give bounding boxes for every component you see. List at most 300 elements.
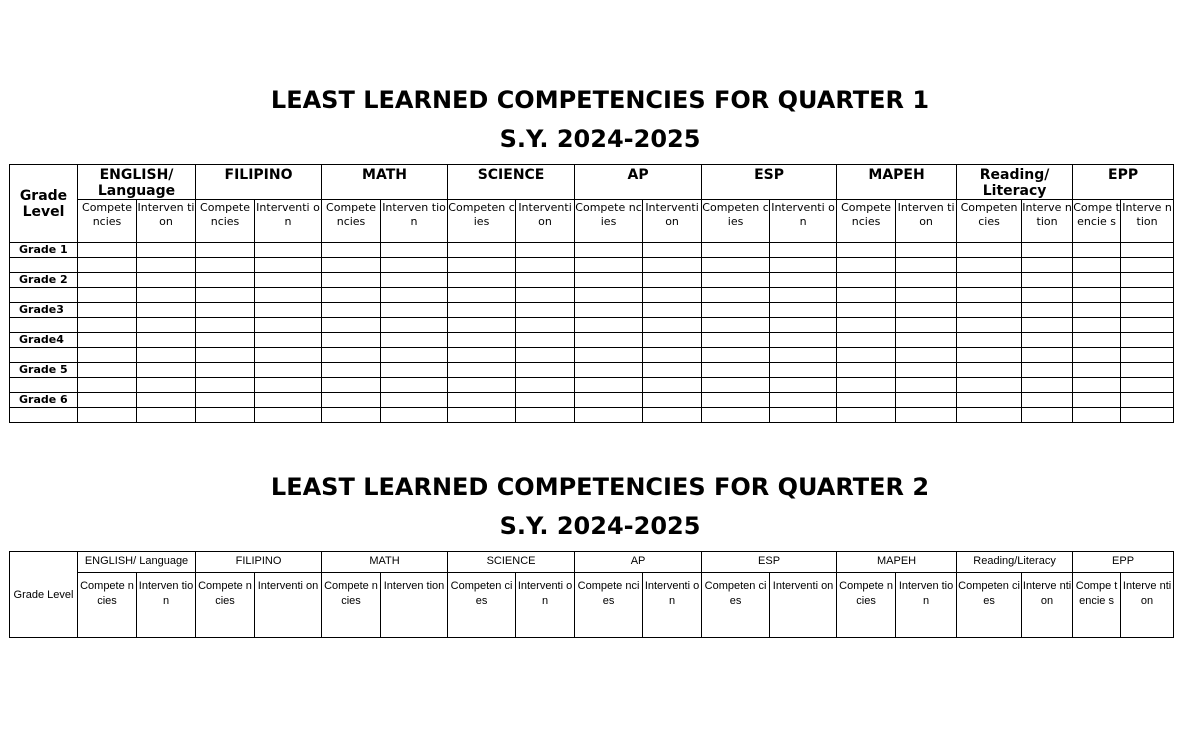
- table-cell[interactable]: [255, 243, 322, 258]
- table-cell[interactable]: [1121, 243, 1174, 258]
- table-cell[interactable]: [702, 348, 770, 363]
- competencies-header: Compete ncies: [78, 573, 137, 638]
- intervention-header: Interventi on: [255, 573, 322, 638]
- table-cell[interactable]: [516, 273, 575, 288]
- table-cell[interactable]: [137, 363, 196, 378]
- table-cell[interactable]: [896, 378, 957, 393]
- table-row: [10, 258, 1174, 273]
- table-cell[interactable]: [837, 348, 896, 363]
- table-cell[interactable]: [1121, 258, 1174, 273]
- table-cell[interactable]: [770, 318, 837, 333]
- table-cell[interactable]: [957, 408, 1022, 423]
- grade-label: Grade 6: [10, 393, 78, 408]
- table-cell[interactable]: [196, 333, 255, 348]
- table-cell[interactable]: [78, 348, 137, 363]
- table-cell[interactable]: [702, 288, 770, 303]
- table-cell[interactable]: [78, 363, 137, 378]
- table-cell[interactable]: [322, 288, 381, 303]
- grade-level-header: Grade Level: [10, 165, 78, 243]
- table-cell[interactable]: [702, 258, 770, 273]
- table-cell[interactable]: [448, 318, 516, 333]
- table-cell[interactable]: [78, 288, 137, 303]
- table-cell[interactable]: [896, 303, 957, 318]
- intervention-header: Interve ntion: [1022, 200, 1073, 243]
- subject-header: SCIENCE: [448, 165, 575, 200]
- table-cell[interactable]: [957, 303, 1022, 318]
- table-cell[interactable]: [957, 348, 1022, 363]
- grade-label: Grade4: [10, 333, 78, 348]
- table-cell[interactable]: [78, 258, 137, 273]
- competencies-header: Compete ncies: [196, 573, 255, 638]
- table-cell[interactable]: [1022, 258, 1073, 273]
- table-cell[interactable]: [255, 333, 322, 348]
- competencies-header: Compe tencie s: [1073, 200, 1121, 243]
- intervention-header: Interve ntion: [1121, 573, 1174, 638]
- subject-header: EPP: [1073, 552, 1174, 573]
- competencies-header: Competen cies: [957, 573, 1022, 638]
- table-cell[interactable]: [702, 333, 770, 348]
- table-cell[interactable]: [255, 288, 322, 303]
- grade-label-spacer: [10, 318, 78, 333]
- table-cell[interactable]: [896, 258, 957, 273]
- table-row: [10, 288, 1174, 303]
- subject-header: ESP: [702, 552, 837, 573]
- table-cell[interactable]: [702, 243, 770, 258]
- table-cell[interactable]: [957, 363, 1022, 378]
- table-cell[interactable]: [516, 243, 575, 258]
- table-cell[interactable]: [770, 393, 837, 408]
- grade-label-spacer: [10, 258, 78, 273]
- competencies-header: Compete ncies: [575, 573, 643, 638]
- table-cell[interactable]: [516, 333, 575, 348]
- table-cell[interactable]: [575, 378, 643, 393]
- table-cell[interactable]: [770, 333, 837, 348]
- subject-header: MATH: [322, 552, 448, 573]
- table-cell[interactable]: [1073, 348, 1121, 363]
- intervention-header: Interve ntion: [1022, 573, 1073, 638]
- competencies-header: Compete ncies: [322, 200, 381, 243]
- table-cell[interactable]: [137, 393, 196, 408]
- table-cell[interactable]: [837, 378, 896, 393]
- table-cell[interactable]: [448, 408, 516, 423]
- table-cell[interactable]: [643, 318, 702, 333]
- table-cell[interactable]: [643, 393, 702, 408]
- table-cell[interactable]: [896, 333, 957, 348]
- table-cell[interactable]: [78, 243, 137, 258]
- table-cell[interactable]: [896, 348, 957, 363]
- table-cell[interactable]: [575, 348, 643, 363]
- table-cell[interactable]: [196, 378, 255, 393]
- table-cell[interactable]: [448, 363, 516, 378]
- table-cell[interactable]: [957, 393, 1022, 408]
- table-cell[interactable]: [322, 243, 381, 258]
- table-cell[interactable]: [516, 408, 575, 423]
- table-row: [10, 273, 1174, 288]
- intervention-header: Interventi on: [770, 573, 837, 638]
- table-cell[interactable]: [381, 393, 448, 408]
- table-cell[interactable]: [322, 363, 381, 378]
- subject-header: Reading/Literacy: [957, 552, 1073, 573]
- subject-header: MATH: [322, 165, 448, 200]
- table-cell[interactable]: [255, 258, 322, 273]
- table-cell[interactable]: [78, 303, 137, 318]
- table-cell[interactable]: [575, 288, 643, 303]
- intervention-header: Interve ntion: [1121, 200, 1174, 243]
- table-cell[interactable]: [196, 318, 255, 333]
- table-cell[interactable]: [255, 408, 322, 423]
- table-cell[interactable]: [957, 318, 1022, 333]
- table-cell[interactable]: [448, 258, 516, 273]
- table-cell[interactable]: [381, 288, 448, 303]
- table-cell[interactable]: [448, 303, 516, 318]
- table-cell[interactable]: [1022, 408, 1073, 423]
- table-cell[interactable]: [322, 258, 381, 273]
- table-cell[interactable]: [381, 318, 448, 333]
- table-cell[interactable]: [1121, 378, 1174, 393]
- table-row: [10, 363, 1174, 378]
- table-cell[interactable]: [702, 408, 770, 423]
- table-cell[interactable]: [196, 273, 255, 288]
- table-cell[interactable]: [837, 318, 896, 333]
- table-cell[interactable]: [322, 318, 381, 333]
- table-cell[interactable]: [1073, 393, 1121, 408]
- competencies-header: Compete ncies: [575, 200, 643, 243]
- subject-header: EPP: [1073, 165, 1174, 200]
- table-cell[interactable]: [255, 363, 322, 378]
- table-cell[interactable]: [381, 408, 448, 423]
- table-cell[interactable]: [837, 393, 896, 408]
- subject-header: FILIPINO: [196, 552, 322, 573]
- table-row: [10, 393, 1174, 408]
- table-cell[interactable]: [702, 303, 770, 318]
- table-cell[interactable]: [516, 318, 575, 333]
- table-cell[interactable]: [1073, 258, 1121, 273]
- table-cell[interactable]: [255, 303, 322, 318]
- table-cell[interactable]: [196, 243, 255, 258]
- table-cell[interactable]: [381, 363, 448, 378]
- table-cell[interactable]: [78, 393, 137, 408]
- table-cell[interactable]: [137, 318, 196, 333]
- table-cell[interactable]: [575, 408, 643, 423]
- table-cell[interactable]: [896, 393, 957, 408]
- table-cell[interactable]: [78, 273, 137, 288]
- table-cell[interactable]: [381, 333, 448, 348]
- table-row: [10, 408, 1174, 423]
- subject-header: FILIPINO: [196, 165, 322, 200]
- table-cell[interactable]: [837, 288, 896, 303]
- table-cell[interactable]: [1073, 303, 1121, 318]
- grade-label: Grade3: [10, 303, 78, 318]
- table-cell[interactable]: [896, 318, 957, 333]
- table-cell[interactable]: [1073, 378, 1121, 393]
- table-cell[interactable]: [1073, 408, 1121, 423]
- table-cell[interactable]: [1022, 363, 1073, 378]
- table-cell[interactable]: [1121, 393, 1174, 408]
- table-cell[interactable]: [702, 363, 770, 378]
- table-cell[interactable]: [770, 258, 837, 273]
- table-cell[interactable]: [575, 258, 643, 273]
- table-cell[interactable]: [78, 408, 137, 423]
- grade-label: Grade 1: [10, 243, 78, 258]
- competencies-header: Compete ncies: [837, 200, 896, 243]
- intervention-header: Interventi on: [516, 573, 575, 638]
- table-cell[interactable]: [516, 288, 575, 303]
- table-cell[interactable]: [643, 408, 702, 423]
- table-cell[interactable]: [322, 393, 381, 408]
- table-cell[interactable]: [770, 378, 837, 393]
- competencies-header: Competen cies: [702, 200, 770, 243]
- table-cell[interactable]: [837, 303, 896, 318]
- table-cell[interactable]: [516, 378, 575, 393]
- table-cell[interactable]: [643, 378, 702, 393]
- table-cell[interactable]: [137, 288, 196, 303]
- table-cell[interactable]: [255, 393, 322, 408]
- subject-header: AP: [575, 165, 702, 200]
- table-cell[interactable]: [643, 348, 702, 363]
- table-cell[interactable]: [448, 378, 516, 393]
- quarter2-school-year: S.Y. 2024-2025: [499, 512, 701, 540]
- table-cell[interactable]: [78, 333, 137, 348]
- competencies-header: Competen cies: [448, 200, 516, 243]
- table-cell[interactable]: [702, 273, 770, 288]
- intervention-header: Interventi on: [643, 200, 702, 243]
- table-cell[interactable]: [575, 363, 643, 378]
- table-cell[interactable]: [1121, 318, 1174, 333]
- table-row: [10, 378, 1174, 393]
- table-cell[interactable]: [381, 258, 448, 273]
- table-cell[interactable]: [643, 273, 702, 288]
- table-cell[interactable]: [137, 273, 196, 288]
- table-cell[interactable]: [770, 288, 837, 303]
- table-cell[interactable]: [575, 303, 643, 318]
- table-cell[interactable]: [837, 363, 896, 378]
- table-cell[interactable]: [1121, 333, 1174, 348]
- table-cell[interactable]: [196, 408, 255, 423]
- table-cell[interactable]: [78, 378, 137, 393]
- table-cell[interactable]: [1073, 318, 1121, 333]
- table-cell[interactable]: [448, 288, 516, 303]
- table-cell[interactable]: [1022, 378, 1073, 393]
- table-cell[interactable]: [643, 288, 702, 303]
- table-cell[interactable]: [575, 273, 643, 288]
- table-cell[interactable]: [137, 303, 196, 318]
- table-cell[interactable]: [516, 363, 575, 378]
- table-row: [10, 333, 1174, 348]
- table-cell[interactable]: [957, 273, 1022, 288]
- table-cell[interactable]: [1022, 393, 1073, 408]
- table-cell[interactable]: [770, 273, 837, 288]
- table-cell[interactable]: [1121, 303, 1174, 318]
- table-cell[interactable]: [381, 303, 448, 318]
- table-cell[interactable]: [837, 408, 896, 423]
- table-cell[interactable]: [1073, 288, 1121, 303]
- table-cell[interactable]: [770, 363, 837, 378]
- table-cell[interactable]: [448, 273, 516, 288]
- intervention-header: Interven tion: [896, 573, 957, 638]
- grade-label-spacer: [10, 378, 78, 393]
- table-cell[interactable]: [516, 348, 575, 363]
- competencies-header: Compete ncies: [78, 200, 137, 243]
- table-cell[interactable]: [1022, 243, 1073, 258]
- table-cell[interactable]: [1022, 288, 1073, 303]
- table-cell[interactable]: [196, 363, 255, 378]
- table-cell[interactable]: [1073, 333, 1121, 348]
- table-cell[interactable]: [896, 288, 957, 303]
- intervention-header: Interventi on: [255, 200, 322, 243]
- table-cell[interactable]: [381, 243, 448, 258]
- table-cell[interactable]: [837, 243, 896, 258]
- table-cell[interactable]: [322, 333, 381, 348]
- table-cell[interactable]: [381, 348, 448, 363]
- intervention-header: Interven tion: [137, 573, 196, 638]
- table-cell[interactable]: [448, 393, 516, 408]
- table-cell[interactable]: [643, 363, 702, 378]
- table-cell[interactable]: [516, 393, 575, 408]
- table-cell[interactable]: [575, 243, 643, 258]
- table-cell[interactable]: [322, 273, 381, 288]
- table-cell[interactable]: [770, 303, 837, 318]
- table-cell[interactable]: [255, 378, 322, 393]
- grade-label-spacer: [10, 348, 78, 363]
- table-cell[interactable]: [575, 393, 643, 408]
- table-cell[interactable]: [196, 348, 255, 363]
- table-cell[interactable]: [137, 408, 196, 423]
- grade-label: Grade 2: [10, 273, 78, 288]
- table-cell[interactable]: [837, 333, 896, 348]
- table-cell[interactable]: [1022, 273, 1073, 288]
- table-cell[interactable]: [896, 273, 957, 288]
- table-cell[interactable]: [957, 243, 1022, 258]
- table-cell[interactable]: [1121, 273, 1174, 288]
- table-cell[interactable]: [322, 408, 381, 423]
- table-cell[interactable]: [1073, 363, 1121, 378]
- table-cell[interactable]: [837, 258, 896, 273]
- quarter2-table: [9, 551, 1174, 638]
- subject-header: AP: [575, 552, 702, 573]
- table-cell[interactable]: [1022, 318, 1073, 333]
- table-cell[interactable]: [255, 318, 322, 333]
- table-cell[interactable]: [516, 258, 575, 273]
- table-cell[interactable]: [448, 333, 516, 348]
- table-cell[interactable]: [137, 243, 196, 258]
- table-row: [10, 303, 1174, 318]
- quarter1-table: [9, 164, 1174, 423]
- table-cell[interactable]: [702, 393, 770, 408]
- table-cell[interactable]: [957, 333, 1022, 348]
- table-cell[interactable]: [1073, 273, 1121, 288]
- table-cell[interactable]: [643, 258, 702, 273]
- table-cell[interactable]: [196, 393, 255, 408]
- table-cell[interactable]: [575, 333, 643, 348]
- table-cell[interactable]: [322, 303, 381, 318]
- table-cell[interactable]: [896, 408, 957, 423]
- table-cell[interactable]: [516, 303, 575, 318]
- subject-header: SCIENCE: [448, 552, 575, 573]
- table-cell[interactable]: [957, 378, 1022, 393]
- table-cell[interactable]: [643, 333, 702, 348]
- table-cell[interactable]: [896, 363, 957, 378]
- table-cell[interactable]: [643, 243, 702, 258]
- table-cell[interactable]: [1121, 408, 1174, 423]
- table-cell[interactable]: [255, 348, 322, 363]
- grade-level-header: Grade Level: [10, 552, 78, 638]
- quarter1-school-year: S.Y. 2024-2025: [499, 125, 701, 153]
- competencies-header: Compete ncies: [837, 573, 896, 638]
- competencies-header: Compete ncies: [322, 573, 381, 638]
- grade-label: Grade 5: [10, 363, 78, 378]
- table-cell[interactable]: [322, 348, 381, 363]
- intervention-header: Interven tion: [381, 573, 448, 638]
- table-cell[interactable]: [448, 243, 516, 258]
- table-cell[interactable]: [702, 378, 770, 393]
- table-cell[interactable]: [1073, 243, 1121, 258]
- subject-header: Reading/ Literacy: [957, 165, 1073, 200]
- table-cell[interactable]: [381, 378, 448, 393]
- table-cell[interactable]: [137, 258, 196, 273]
- table-cell[interactable]: [770, 408, 837, 423]
- table-cell[interactable]: [1121, 348, 1174, 363]
- table-cell[interactable]: [770, 348, 837, 363]
- table-cell[interactable]: [1121, 363, 1174, 378]
- intervention-header: Interventi on: [516, 200, 575, 243]
- table-cell[interactable]: [381, 273, 448, 288]
- table-cell[interactable]: [575, 318, 643, 333]
- grade-label-spacer: [10, 408, 78, 423]
- table-cell[interactable]: [957, 288, 1022, 303]
- table-cell[interactable]: [196, 303, 255, 318]
- table-cell[interactable]: [137, 333, 196, 348]
- table-cell[interactable]: [643, 303, 702, 318]
- intervention-header: Interven tion: [381, 200, 448, 243]
- subject-header: ENGLISH/ Language: [78, 165, 196, 200]
- subject-header: MAPEH: [837, 165, 957, 200]
- table-cell[interactable]: [255, 273, 322, 288]
- table-cell[interactable]: [1022, 333, 1073, 348]
- table-row: [10, 318, 1174, 333]
- table-cell[interactable]: [137, 378, 196, 393]
- intervention-header: Interventi on: [770, 200, 837, 243]
- table-row: [10, 243, 1174, 258]
- subject-header: ENGLISH/ Language: [78, 552, 196, 573]
- table-cell[interactable]: [137, 348, 196, 363]
- table-cell[interactable]: [957, 258, 1022, 273]
- table-cell[interactable]: [1022, 348, 1073, 363]
- table-cell[interactable]: [1121, 288, 1174, 303]
- table-cell[interactable]: [78, 318, 137, 333]
- table-cell[interactable]: [196, 288, 255, 303]
- table-cell[interactable]: [196, 258, 255, 273]
- competencies-header: Compe tencie s: [1073, 573, 1121, 638]
- table-cell[interactable]: [448, 348, 516, 363]
- table-cell[interactable]: [896, 243, 957, 258]
- table-row: [10, 348, 1174, 363]
- quarter1-title: LEAST LEARNED COMPETENCIES FOR QUARTER 1: [270, 86, 930, 114]
- table-cell[interactable]: [1022, 303, 1073, 318]
- grade-label-spacer: [10, 288, 78, 303]
- table-cell[interactable]: [770, 243, 837, 258]
- intervention-header: Interventi on: [643, 573, 702, 638]
- competencies-header: Competen cies: [702, 573, 770, 638]
- subject-header: MAPEH: [837, 552, 957, 573]
- competencies-header: Compete ncies: [196, 200, 255, 243]
- intervention-header: Interven tion: [896, 200, 957, 243]
- subject-header: ESP: [702, 165, 837, 200]
- table-cell[interactable]: [702, 318, 770, 333]
- table-cell[interactable]: [837, 273, 896, 288]
- competencies-header: Competen cies: [957, 200, 1022, 243]
- table-cell[interactable]: [322, 378, 381, 393]
- quarter2-title: LEAST LEARNED COMPETENCIES FOR QUARTER 2: [270, 473, 930, 501]
